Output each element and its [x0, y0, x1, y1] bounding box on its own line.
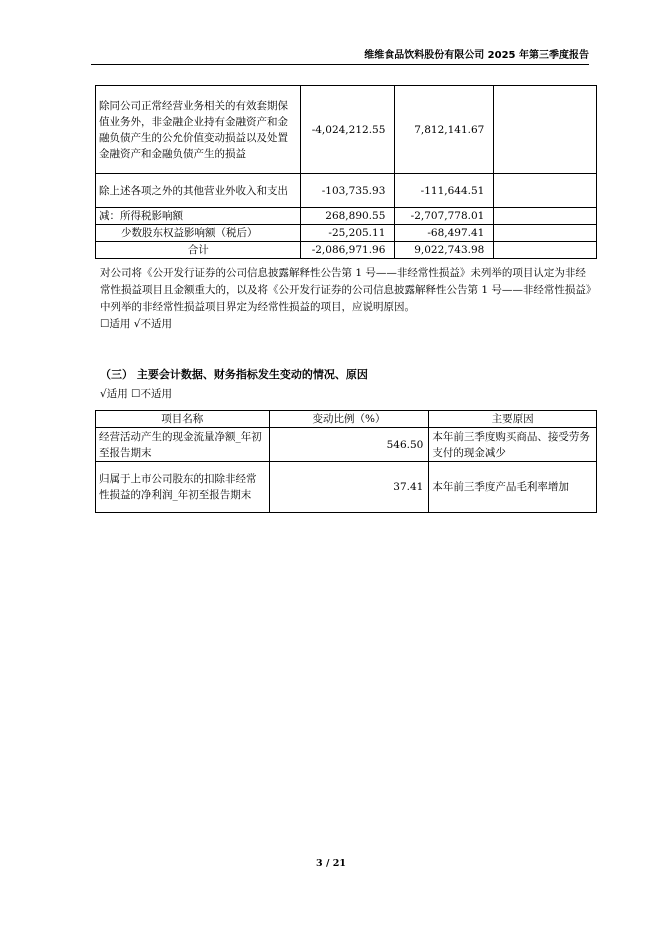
row-value-current: -25,205.11 — [301, 225, 395, 242]
row-label: 合计 — [96, 242, 301, 259]
row-label: 除同公司正常经营业务相关的有效套期保值业务外，非金融企业持有金融资产和金融负债产生的公允价值变动损益以及处置金融资产和金融负债产生的损益 — [96, 86, 301, 174]
applicability-checkbox: ☐适用 √不适用 — [100, 318, 172, 330]
page-header: 维维食品饮料股份有限公司 2025 年第三季度报告 — [91, 46, 589, 65]
row-value-ytd: 9,022,743.98 — [395, 242, 494, 259]
table-row — [96, 242, 597, 259]
row-value-current: -103,735.93 — [301, 174, 395, 208]
row-note — [494, 86, 597, 174]
item-name: 归属于上市公司股东的扣除非经常性损益的净利润_年初至报告期末 — [96, 462, 270, 513]
table-row — [96, 208, 597, 225]
row-value-current: -2,086,971.96 — [301, 242, 395, 259]
row-value-ytd: 7,812,141.67 — [395, 86, 494, 174]
row-note — [494, 242, 597, 259]
non-recurring-gains-table — [95, 85, 597, 259]
explanation-paragraph — [100, 265, 592, 333]
main-reason: 本年前三季度购买商品、接受劳务支付的现金减少 — [429, 428, 597, 462]
column-header: 项目名称 — [96, 411, 270, 428]
changes-table — [95, 410, 597, 513]
section-title: （三） 主要会计数据、财务指标发生变动的情况、原因 — [100, 368, 368, 381]
row-value-current: -4,024,212.55 — [301, 86, 395, 174]
row-value-ytd: -68,497.41 — [395, 225, 494, 242]
table-row — [96, 86, 597, 174]
row-label: 减：所得税影响额 — [96, 208, 301, 225]
table-row — [96, 462, 597, 513]
row-value-ytd: -2,707,778.01 — [395, 208, 494, 225]
column-header: 变动比例（%） — [269, 411, 429, 428]
row-value-current: 268,890.55 — [301, 208, 395, 225]
row-note — [494, 174, 597, 208]
table-row — [96, 225, 597, 242]
change-ratio: 546.50 — [269, 428, 429, 462]
applicability-checkbox: √适用 ☐不适用 — [100, 388, 172, 400]
table-header-row — [96, 411, 597, 428]
row-note — [494, 225, 597, 242]
row-value-ytd: -111,644.51 — [395, 174, 494, 208]
item-name: 经营活动产生的现金流量净额_年初至报告期末 — [96, 428, 270, 462]
row-note — [494, 208, 597, 225]
paragraph-text: 对公司将《公开发行证券的公司信息披露解释性公告第 1 号——非经常性损益》未列举的项目认定为非经常性损益项目且金额重大的，以及将《公开发行证券的公司信息披露解释性公告第 1 号——非经常性损益》中列举的非经常性损益项目界定为经常性损益的项目，应说明原因。 — [100, 267, 592, 313]
table-row — [96, 174, 597, 208]
page-number: 3 / 21 — [316, 858, 346, 869]
row-label: 少数股东权益影响额（税后） — [96, 225, 301, 242]
column-header: 主要原因 — [429, 411, 597, 428]
row-label: 除上述各项之外的其他营业外收入和支出 — [96, 174, 301, 208]
table-row — [96, 428, 597, 462]
main-reason: 本年前三季度产品毛利率增加 — [429, 462, 597, 513]
change-ratio: 37.41 — [269, 462, 429, 513]
